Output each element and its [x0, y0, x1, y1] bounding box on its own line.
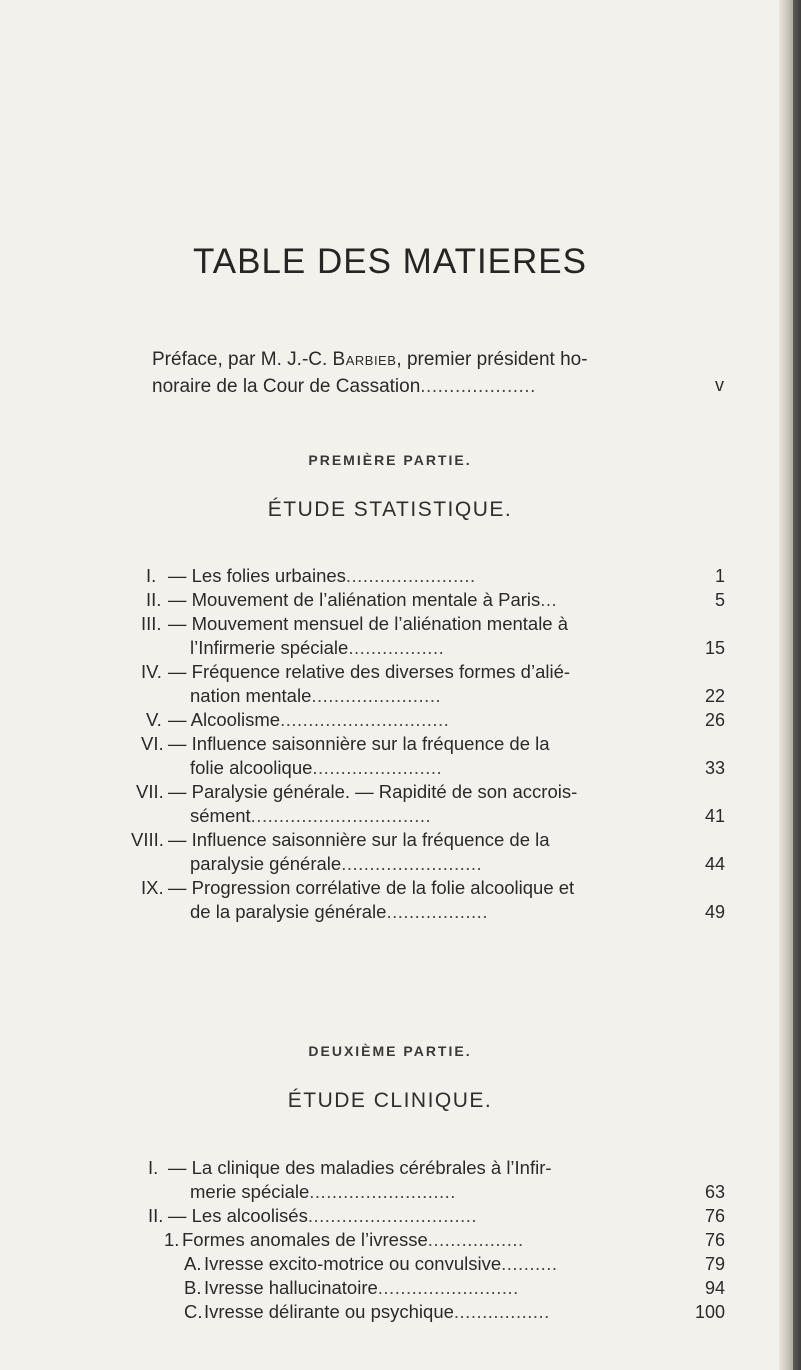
toc-entry-text: l’Infirmerie spéciale: [190, 637, 349, 658]
preface-text-after: , premier président ho-: [396, 349, 588, 370]
toc-page-number: 100: [694, 1302, 725, 1322]
preface-page-number: v: [715, 375, 724, 395]
toc-page-number: 63: [704, 1182, 725, 1202]
toc-leader-dots: .........................: [377, 1277, 519, 1298]
toc-entry-line: [182, 1228, 524, 1252]
toc-entry-text: Ivresse délirante ou psychique: [204, 1301, 454, 1322]
toc-entry-line-continued: [190, 852, 482, 876]
toc-entry-line-continued: [190, 1180, 456, 1204]
preface-author: Barbieb: [332, 349, 397, 370]
toc-entry-number: III.: [141, 613, 162, 634]
part1-title: ÉTUDE STATISTIQUE.: [267, 498, 513, 521]
toc-leader-dots: .........................: [341, 853, 483, 874]
toc-entry-text: Ivresse hallucinatoire: [204, 1277, 378, 1298]
toc-entry-number: A.: [184, 1253, 202, 1274]
toc-entry-line: [168, 660, 570, 684]
toc-entry-line: [168, 828, 550, 852]
toc-entry-line: [168, 1156, 552, 1180]
toc-entry-line: [204, 1252, 558, 1276]
toc-entry-text: nation mentale: [190, 685, 312, 706]
toc-leader-dots: ..............................: [307, 1205, 478, 1226]
toc-entry-number: VI.: [141, 733, 164, 754]
toc-entry-number: B.: [184, 1277, 202, 1298]
preface-line-2: noraire de la Cour de Cassation....................: [152, 376, 536, 397]
toc-page-number: 33: [704, 758, 725, 778]
toc-entry-line-continued: [190, 684, 441, 708]
toc-entry-line: [204, 1300, 550, 1324]
toc-entry-line-continued: [190, 804, 431, 828]
toc-entry-text: — Paralysie générale. — Rapidité de son accrois-: [168, 781, 578, 802]
part2-title: ÉTUDE CLINIQUE.: [287, 1089, 493, 1112]
toc-entry-text: Ivresse excito-motrice ou convulsive: [204, 1253, 502, 1274]
book-binding-edge: [793, 0, 801, 1370]
toc-entry-text: paralysie générale: [190, 853, 342, 874]
toc-entry-line-continued: [190, 900, 488, 924]
toc-entry-text: — Influence saisonnière sur la fréquence de la: [168, 829, 550, 850]
toc-page-number: 5: [714, 590, 725, 610]
toc-entry-text: folie alcoolique: [190, 757, 313, 778]
toc-entry-line: [168, 780, 577, 804]
toc-leader-dots: ...: [540, 589, 558, 610]
toc-leader-dots: .......................: [312, 757, 443, 778]
toc-leader-dots: ..........................: [309, 1181, 456, 1202]
toc-entry-line: [168, 588, 557, 612]
toc-page-number: 76: [704, 1230, 725, 1250]
toc-entry-line: [168, 1204, 477, 1228]
toc-entry-text: — Les alcoolisés: [168, 1205, 308, 1226]
toc-entry-text: — Mouvement de l’aliénation mentale à Paris: [168, 589, 541, 610]
toc-entry-line-continued: [190, 636, 444, 660]
toc-entry-text: — Les folies urbaines: [168, 565, 346, 586]
toc-entry-text: merie spéciale: [190, 1181, 310, 1202]
toc-entry-text: — La clinique des maladies cérébrales à l’Infir-: [168, 1157, 552, 1178]
toc-leader-dots: .................: [453, 1301, 550, 1322]
toc-entry-text: sément: [190, 805, 251, 826]
toc-leader-dots: ..................: [386, 901, 488, 922]
toc-entry-line: [168, 708, 449, 732]
toc-entry-number: IX.: [141, 877, 164, 898]
toc-entry-text: de la paralysie générale: [190, 901, 387, 922]
toc-entry-number: II.: [148, 1205, 164, 1226]
toc-leader-dots: ..............................: [280, 709, 450, 730]
toc-entry-text: — Progression corrélative de la folie alcoolique et: [168, 877, 575, 898]
toc-entry-line-continued: [190, 756, 442, 780]
toc-page-number: 44: [704, 854, 725, 874]
toc-entry-text: Formes anomales de l’ivresse: [182, 1229, 428, 1250]
toc-page-number: 15: [704, 638, 725, 658]
toc-entry-line: [168, 612, 568, 636]
toc-entry-number: IV.: [141, 661, 162, 682]
page-title: TABLE DES MATIERES: [192, 242, 587, 281]
toc-entry-number: VII.: [136, 781, 164, 802]
toc-entry-number: V.: [146, 709, 162, 730]
toc-entry-text: — Alcoolisme: [168, 709, 281, 730]
toc-page-number: 22: [704, 686, 725, 706]
preface-text-before: Préface, par M. J.-C.: [152, 349, 333, 370]
toc-page-number: 49: [704, 902, 725, 922]
toc-entry-line: [204, 1276, 519, 1300]
preface-line-1: [152, 346, 732, 373]
toc-entry-text: — Influence saisonnière sur la fréquence de la: [168, 733, 550, 754]
toc-entry-text: — Mouvement mensuel de l’aliénation mentale à: [168, 613, 569, 634]
toc-leader-dots: ..........: [501, 1253, 558, 1274]
toc-leader-dots: .......................: [345, 565, 476, 586]
toc-page-number: 79: [704, 1254, 725, 1274]
toc-page-number: 76: [704, 1206, 725, 1226]
toc-entry-number: C.: [184, 1301, 203, 1322]
part1-label: PREMIÈRE PARTIE.: [308, 452, 472, 468]
toc-leader-dots: .......................: [311, 685, 442, 706]
toc-entry-number: 1.: [164, 1229, 180, 1250]
toc-page-number: 1: [714, 566, 725, 586]
toc-leader-dots: ................................: [250, 805, 432, 826]
toc-entry-number: VIII.: [131, 829, 164, 850]
toc-entry-number: I.: [146, 565, 157, 586]
toc-entry-text: — Fréquence relative des diverses formes d’alié-: [168, 661, 571, 682]
toc-page-number: 94: [704, 1278, 725, 1298]
toc-entry-line: [168, 564, 476, 588]
toc-leader-dots: .................: [427, 1229, 524, 1250]
toc-page-number: 26: [704, 710, 725, 730]
preface-entry: [152, 346, 732, 400]
toc-page-number: 41: [704, 806, 725, 826]
part2-label: DEUXIÈME PARTIE.: [308, 1043, 472, 1059]
toc-entry-number: II.: [146, 589, 162, 610]
toc-entry-line: [168, 732, 550, 756]
toc-leader-dots: .................: [348, 637, 445, 658]
toc-entry-number: I.: [148, 1157, 159, 1178]
toc-entry-line: [168, 876, 574, 900]
